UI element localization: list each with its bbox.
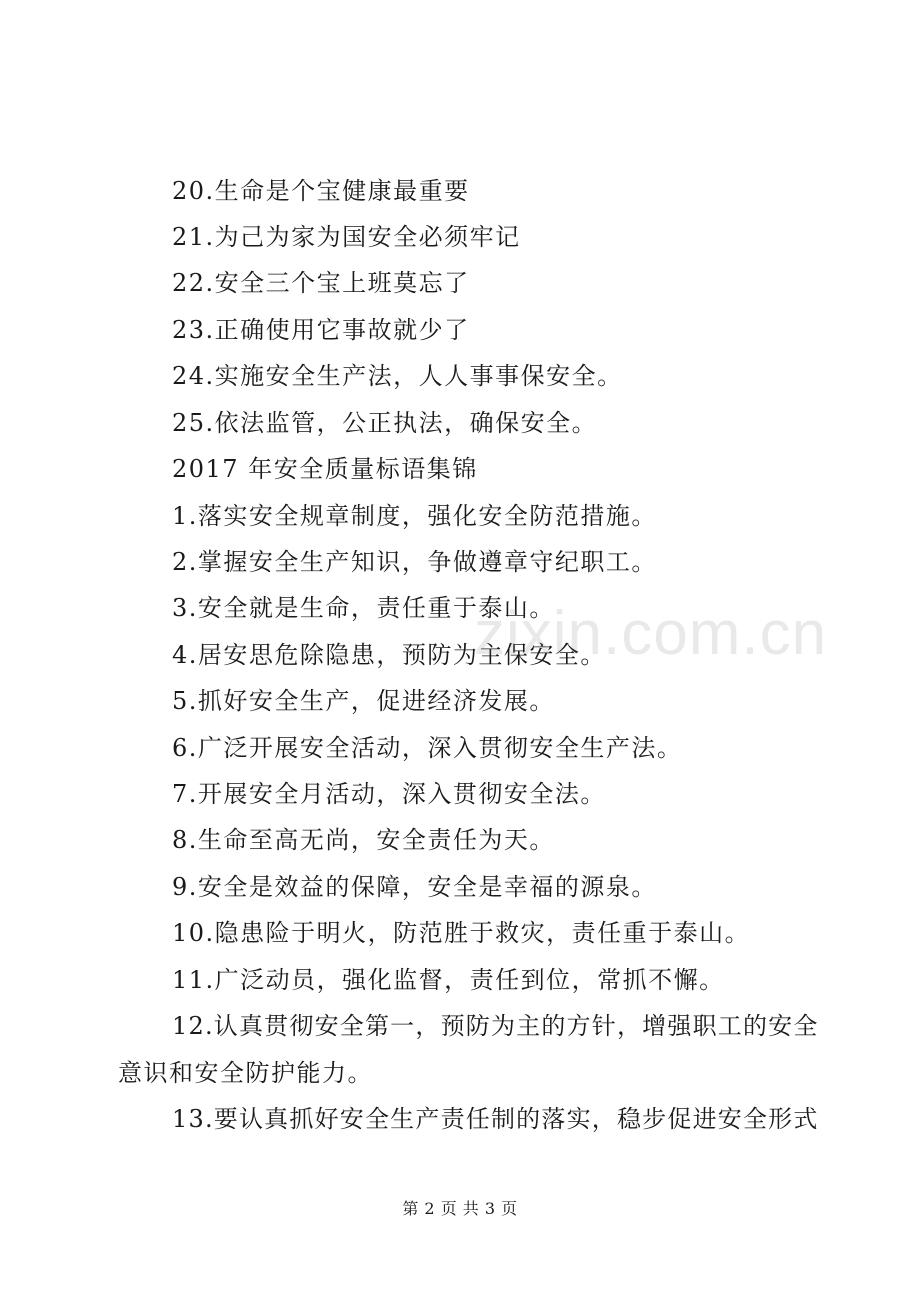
- slogan-line-11: 11.广泛动员，强化监督，责任到位，常抓不懈。: [172, 966, 725, 994]
- slogan-line-25: 25.依法监管，公正执法，确保安全。: [172, 409, 598, 437]
- slogan-line-8: 8.生命至高无尚，安全责任为天。: [172, 826, 555, 854]
- slogan-line-3: 3.安全就是生命，责任重于泰山。: [172, 594, 555, 622]
- slogan-line-1: 1.落实安全规章制度，强化安全防范措施。: [172, 502, 657, 530]
- slogan-line-24: 24.实施安全生产法，人人事事保安全。: [172, 362, 623, 390]
- slogan-line-5: 5.抓好安全生产，促进经济发展。: [172, 687, 555, 715]
- slogan-line-4: 4.居安思危除隐患，预防为主保安全。: [172, 641, 606, 669]
- slogan-line-22: 22.安全三个宝上班莫忘了: [172, 269, 470, 297]
- slogan-line-9: 9.安全是效益的保障，安全是幸福的源泉。: [172, 873, 657, 901]
- slogan-line-12-continued: 意识和安全防护能力。: [118, 1059, 373, 1087]
- slogan-line-23: 23.正确使用它事故就少了: [172, 316, 470, 344]
- slogan-line-7: 7.开展安全月活动，深入贯彻安全法。: [172, 780, 606, 808]
- slogan-line-10: 10.隐患险于明火，防范胜于救灾，责任重于泰山。: [172, 919, 751, 947]
- slogan-line-13: 13.要认真抓好安全生产责任制的落实，稳步促进安全形式: [172, 1105, 819, 1133]
- page-footer: 第 2 页 共 3 页: [402, 1199, 518, 1218]
- slogan-line-12: 12.认真贯彻安全第一，预防为主的方针，增强职工的安全: [172, 1012, 819, 1040]
- slogan-line-2: 2.掌握安全生产知识，争做遵章守纪职工。: [172, 548, 657, 576]
- slogan-line-6: 6.广泛开展安全活动，深入贯彻安全生产法。: [172, 734, 683, 762]
- slogan-line-20: 20.生命是个宝健康最重要: [172, 177, 470, 205]
- slogan-line-21: 21.为己为家为国安全必须牢记: [172, 223, 521, 251]
- watermark: zixin.com.cn: [474, 599, 828, 668]
- section-heading: 2017 年安全质量标语集锦: [172, 455, 478, 483]
